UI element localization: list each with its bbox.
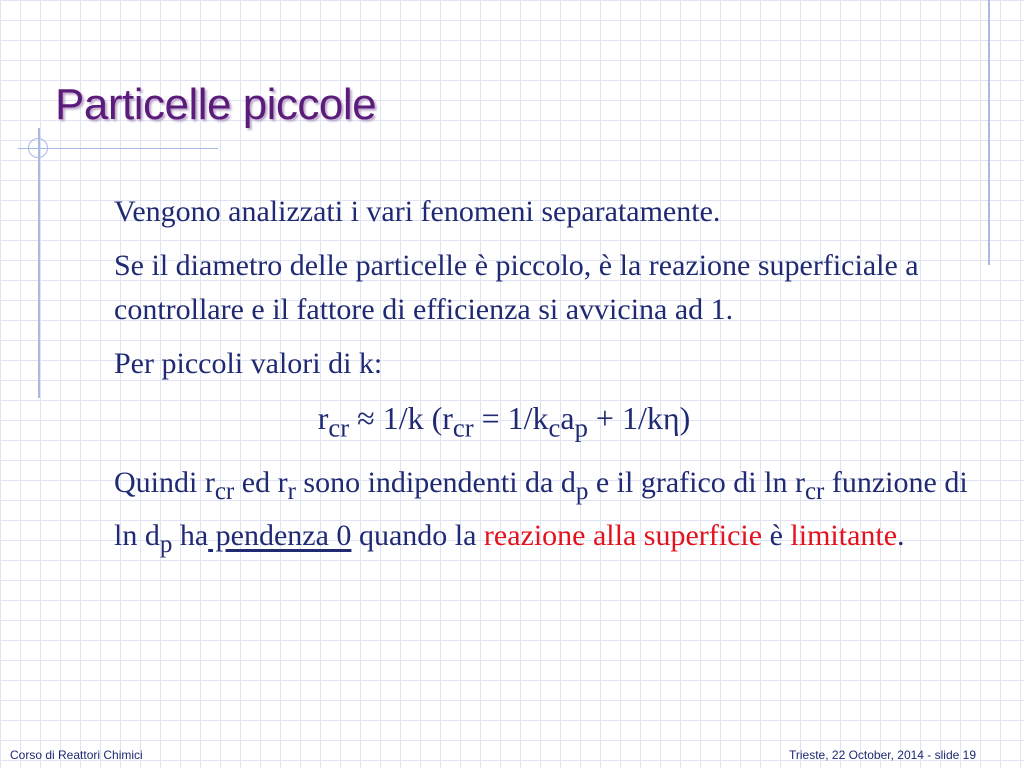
p4-text-a: Quindi r <box>114 466 215 500</box>
formula-sub-3: c <box>548 412 561 443</box>
paragraph-2: Se il diametro delle particelle è piccolo, è la reazione superficiale a controllare e il fattore di efficienza si avvicina ad 1. <box>114 249 919 326</box>
formula-part-5: + 1/kη) <box>587 400 691 436</box>
formula-part-2: ≈ 1/k (r <box>349 400 453 436</box>
formula-sub-2: cr <box>452 412 474 443</box>
paragraph-1: Vengono analizzati i vari fenomeni separatamente. <box>114 195 721 228</box>
slide-content <box>114 190 974 577</box>
decorative-circle <box>28 138 48 158</box>
p4-text-d: e il grafico di ln r <box>588 466 805 500</box>
underlined-pendenza: pendenza 0 <box>208 519 352 553</box>
decorative-horizontal-line <box>18 148 218 149</box>
p4-sub-b: r <box>287 478 296 506</box>
decorative-vertical-line <box>38 128 40 398</box>
p4-sub-e: p <box>159 531 173 559</box>
p4-text-b: ed r <box>234 466 288 500</box>
formula-sub-1: cr <box>328 412 350 443</box>
p4-text-h: è <box>762 519 791 553</box>
p4-sub-d: cr <box>804 478 825 506</box>
paragraph-3: Per piccoli valori di k: <box>114 347 383 380</box>
p4-text-g: quando la <box>351 519 484 553</box>
footer-date-slide: Trieste, 22 October, 2014 - slide 19 <box>789 748 976 762</box>
footer-course-name: Corso di Reattori Chimici <box>10 748 143 762</box>
p4-sub-c: p <box>575 478 589 506</box>
formula-part-4: a <box>560 400 575 436</box>
highlight-reazione-superficie: reazione alla superficie <box>483 519 763 553</box>
paragraph-4 <box>114 461 974 567</box>
formula-part-1: r <box>317 400 329 436</box>
p4-text-i: . <box>897 519 905 553</box>
decorative-right-line <box>988 0 990 265</box>
highlight-limitante: limitante <box>790 519 898 553</box>
slide-title: Particelle piccole <box>55 80 377 129</box>
p4-sub-a: cr <box>214 478 235 506</box>
p4-text-e: funzione di ln d <box>114 466 968 553</box>
formula-part-3: = 1/k <box>473 400 549 436</box>
formula-sub-4: p <box>574 412 588 443</box>
p4-text-c: sono indipendenti da d <box>295 466 576 500</box>
p4-text-f: ha <box>172 519 209 553</box>
formula <box>114 396 974 449</box>
